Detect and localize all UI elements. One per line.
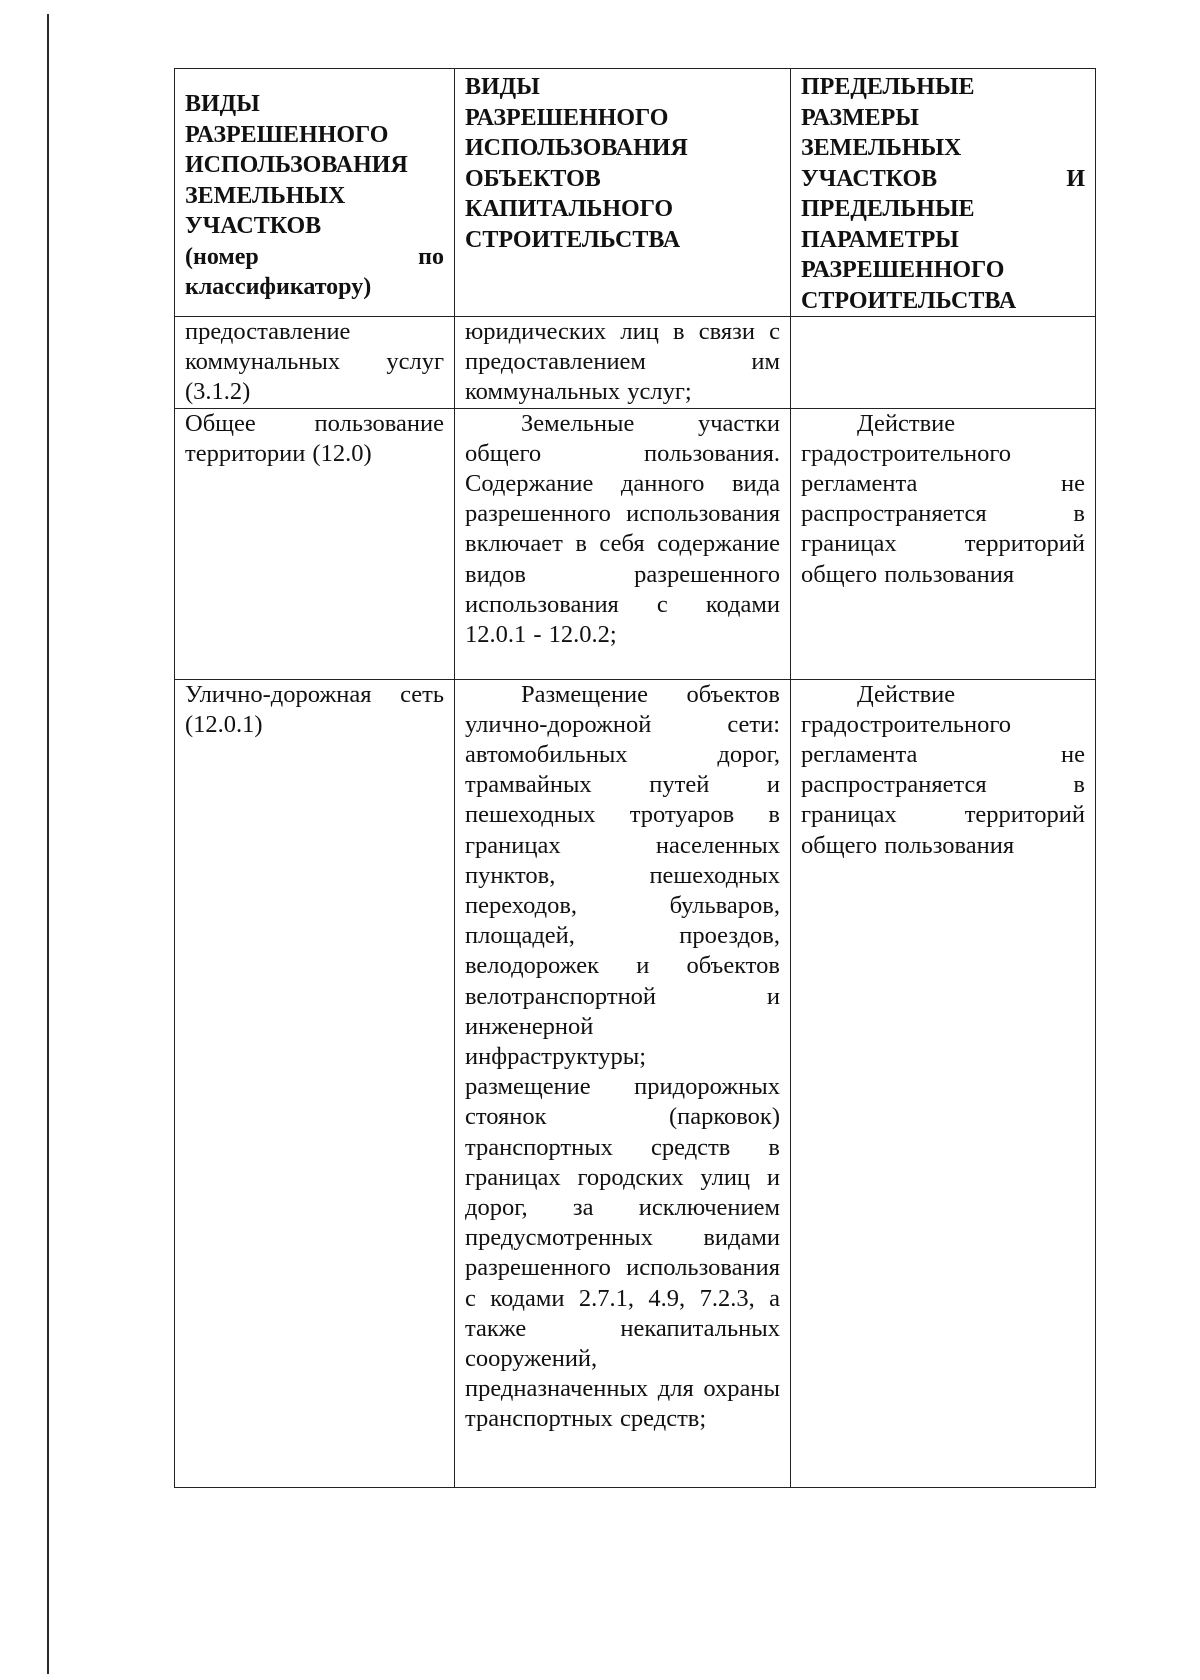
- cell-land-use: Общее пользование территории (12.0): [175, 408, 455, 679]
- cell-land-use: Улично-дорожная сеть (12.0.1): [175, 679, 455, 1487]
- header-land-use-types-text: ВИДЫ РАЗРЕШЕННОГО ИСПОЛЬЗОВАНИЯ ЗЕМЕЛЬНЫХ УЧАСТКОВ (номер по классификатору): [185, 91, 444, 300]
- cell-parameters: Действие градостроительного регламента не распространяется в границах территорий общего пользования: [791, 679, 1096, 1487]
- cell-land-use: предоставление коммунальных услуг (3.1.2): [175, 317, 455, 409]
- cell-capital-use-paragraph-1: Размещение объектов улично-дорожной сети: автомобильных дорог, трамвайных путей и пешеходных тротуаров в границах населенных пунктов, пешеходных переходов, бульваров, площадей, проездов, велодорожек и объектов велотранспортной и инженерной инфраструктуры;: [465, 680, 780, 1071]
- cell-parameters: Действие градостроительного регламента не распространяется в границах территорий общего пользования: [791, 408, 1096, 679]
- cell-parameters: [791, 317, 1096, 409]
- header-limit-parameters-text: ПРЕДЕЛЬНЫЕ РАЗМЕРЫ ЗЕМЕЛЬНЫХ УЧАСТКОВ И ПРЕДЕЛЬНЫЕ ПАРАМЕТРЫ РАЗРЕШЕННОГО СТРОИТЕЛЬСТВА: [801, 74, 1085, 314]
- table-row: [175, 317, 1096, 409]
- header-capital-construction-use-types-text: ВИДЫ РАЗРЕШЕННОГО ИСПОЛЬЗОВАНИЯ ОБЪЕКТОВ КАПИТАЛЬНОГО СТРОИТЕЛЬСТВА: [465, 74, 688, 253]
- cell-capital-use: [455, 679, 791, 1487]
- table-row: [175, 408, 1096, 679]
- cell-capital-use: Земельные участки общего пользования. Содержание данного вида разрешенного использования включает в себя содержание видов разрешенного использования с кодами 12.0.1 - 12.0.2;: [455, 408, 791, 679]
- page-binding-line: [47, 14, 49, 1674]
- table-row: [175, 679, 1096, 1487]
- cell-capital-use-paragraph-2: размещение придорожных стоянок (парковок) транспортных средств в границах городских улиц и дорог, за исключением предусмотренных видами разрешенного использования с кодами 2.7.1, 4.9, 7.2.3, а также некапитальных сооружений, предназначенных для охраны транспортных средств;: [465, 1073, 780, 1433]
- header-limit-parameters: [791, 69, 1096, 317]
- table-header-row: [175, 69, 1096, 317]
- land-use-regulations-table: [174, 68, 1096, 1488]
- cell-capital-use: юридических лиц в связи с предоставлением им коммунальных услуг;: [455, 317, 791, 409]
- header-land-use-types: [175, 69, 455, 317]
- header-capital-construction-use-types: [455, 69, 791, 317]
